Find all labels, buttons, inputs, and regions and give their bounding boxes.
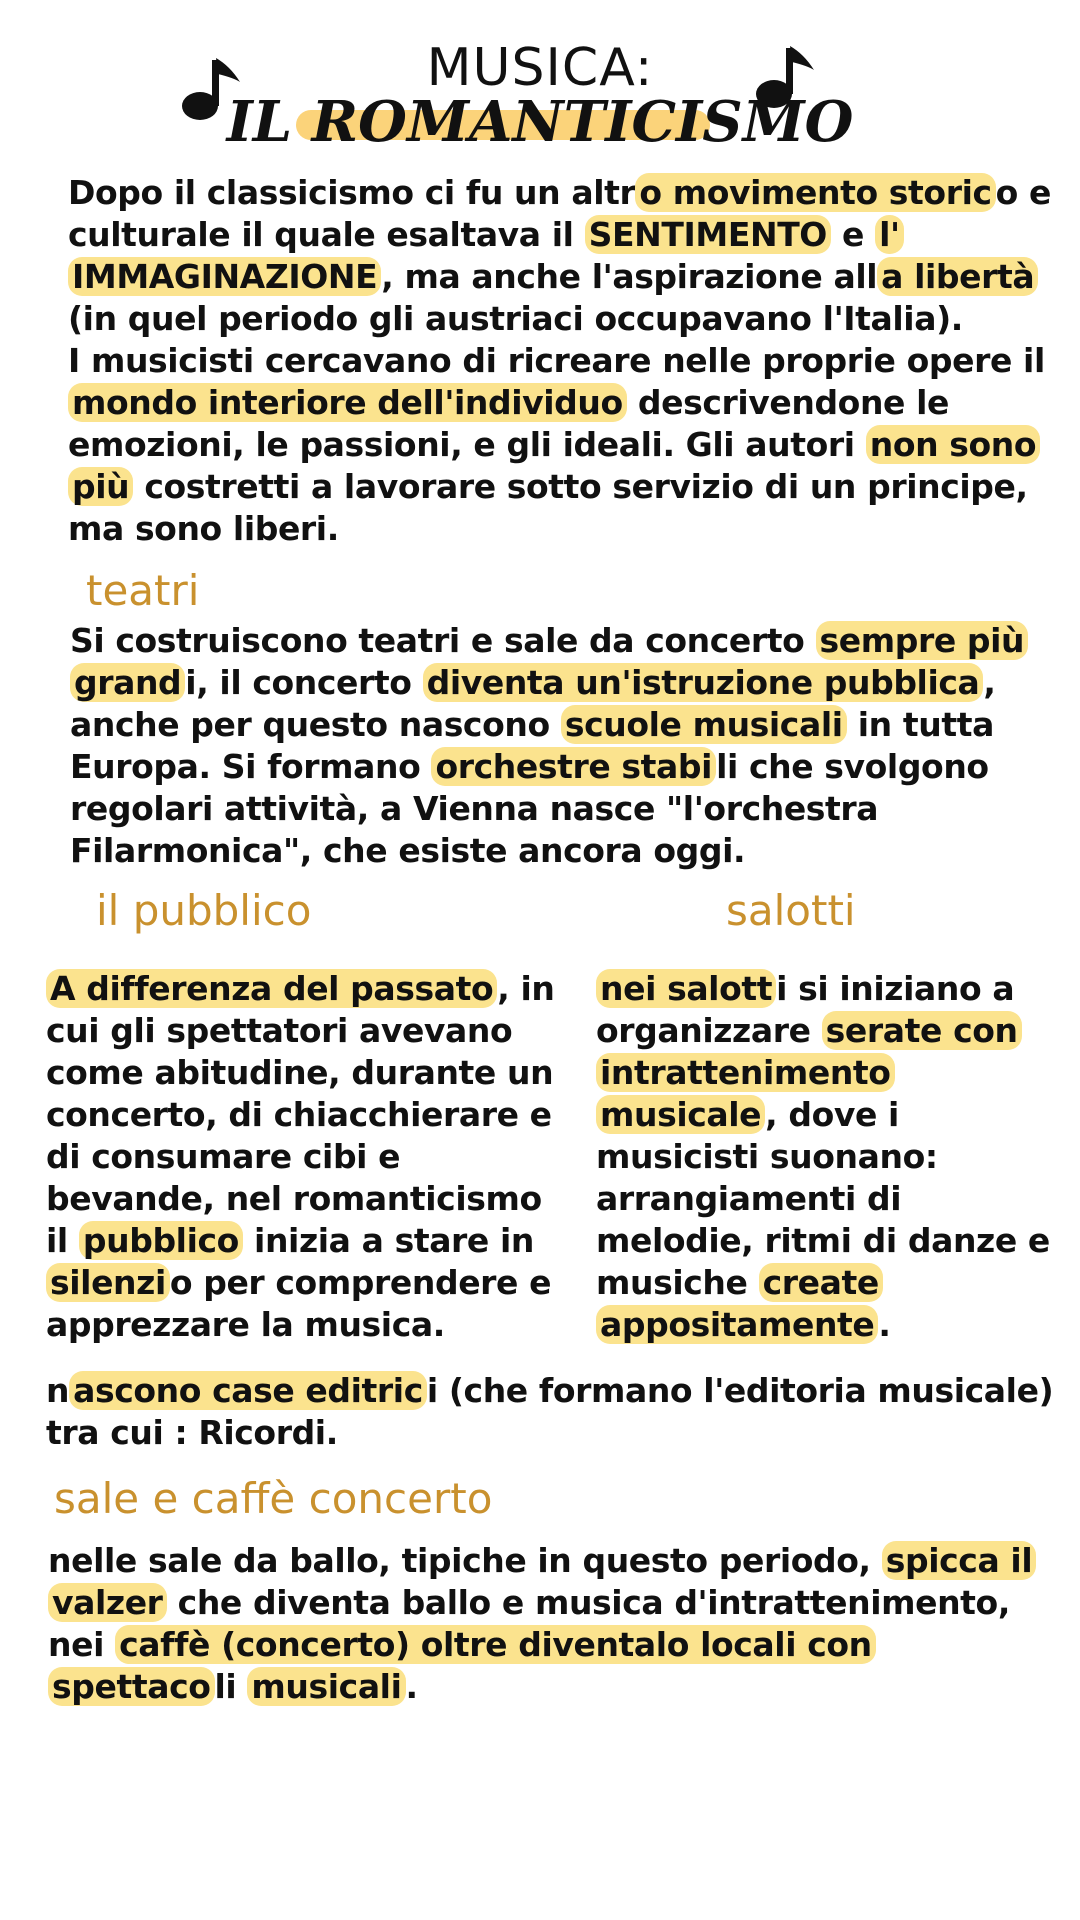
teatri-text-3: , anche per questo nascono — [70, 663, 996, 744]
pubblico-highlight-3: silenzi — [46, 1263, 170, 1302]
teatri-highlight-1: sempre più grand — [70, 621, 1028, 702]
pubblico-highlight-1: A differenza del passato — [46, 969, 497, 1008]
intro-highlight-3: l' IMMAGINAZIONE — [68, 215, 904, 296]
intro-text-4: , ma anche l'aspirazione all — [381, 257, 878, 296]
caffe-text-4: . — [405, 1667, 418, 1706]
salotti-text-3: . — [878, 1305, 891, 1344]
caffe-text-2: che diventa ballo e musica d'intrattenimento, nei — [48, 1583, 1010, 1664]
pubblico-text-3: o per comprendere e apprezzare la musica. — [46, 1263, 552, 1344]
teatri-paragraph — [70, 620, 1055, 872]
intro-highlight-5: mondo interiore dell'individuo — [68, 383, 627, 422]
intro-text-3: e — [830, 215, 876, 254]
teatri-highlight-2: diventa un'istruzione pubblica — [423, 663, 984, 702]
intro-text-6: I musicisti cercavano di ricreare nelle proprie opere il — [68, 341, 1045, 380]
teatri-text-2: i, il concerto — [185, 663, 423, 702]
salotti-highlight-2: serate con intrattenimento musicale — [596, 1011, 1022, 1134]
pubblico-text-1: , in cui gli spettatori avevano come abitudine, durante un concerto, di chiacchierare e di consumare cibi e bevande, nel romanticismo il — [46, 969, 555, 1260]
section-heading-salotti: salotti — [726, 886, 856, 935]
teatri-highlight-3: scuole musicali — [561, 705, 847, 744]
editrici-paragraph — [46, 1370, 1056, 1454]
section-heading-teatri: teatri — [86, 566, 200, 615]
salotti-paragraph — [596, 968, 1056, 1346]
caffe-highlight-1: spicca il valzer — [48, 1541, 1036, 1622]
salotti-highlight-1: nei salott — [596, 969, 776, 1008]
teatri-text-1: Si costruiscono teatri e sale da concerto — [70, 621, 816, 660]
intro-text-5: (in quel periodo gli austriaci occupavano l'Italia). — [68, 299, 963, 338]
teatri-text-5: li che svolgono regolari attività, a Vienna nasce "l'orchestra Filarmonica", che esiste ancora oggi. — [70, 747, 989, 870]
teatri-text-4: in tutta Europa. Si formano — [70, 705, 994, 786]
caffe-highlight-2: caffè (concerto) oltre diventalo locali con spettaco — [48, 1625, 876, 1706]
pubblico-paragraph — [46, 968, 566, 1346]
intro-highlight-1: o movimento storic — [635, 173, 995, 212]
salotti-text-2: , dove i musicisti suonano: arrangiamenti di melodie, ritmi di danze e musiche — [596, 1095, 1050, 1302]
teatri-highlight-4: orchestre stabi — [431, 747, 716, 786]
page-title: IL ROMANTICISMO — [226, 89, 854, 155]
salotti-highlight-3: create appositamente — [596, 1263, 883, 1344]
editrici-text-2: i (che formano l'editoria musicale) tra cui : Ricordi. — [46, 1371, 1054, 1452]
intro-paragraph — [68, 172, 1058, 550]
intro-text-2: o e culturale il quale esaltava il — [68, 173, 1051, 254]
caffe-text-3: li — [214, 1667, 248, 1706]
editrici-highlight-1: ascono case editric — [69, 1371, 427, 1410]
intro-highlight-2: SENTIMENTO — [585, 215, 831, 254]
intro-highlight-6: non sono più — [68, 425, 1040, 506]
intro-text-8: costretti a lavorare sotto servizio di un principe, ma sono liberi. — [68, 467, 1028, 548]
section-heading-caffe: sale e caffè concerto — [54, 1474, 493, 1523]
caffe-highlight-3: musicali — [247, 1667, 405, 1706]
section-heading-pubblico: il pubblico — [96, 886, 312, 935]
intro-text-7: descrivendone le emozioni, le passioni, e gli ideali. Gli autori — [68, 383, 949, 464]
intro-highlight-4: a libertà — [877, 257, 1038, 296]
page-title-prefix: MUSICA: — [426, 38, 654, 98]
pubblico-highlight-2: pubblico — [79, 1221, 243, 1260]
intro-text-1: Dopo il classicismo ci fu un altr — [68, 173, 636, 212]
pubblico-text-2: inizia a stare in — [242, 1221, 535, 1260]
caffe-paragraph — [48, 1540, 1058, 1708]
salotti-text-1: i si iniziano a organizzare — [596, 969, 1015, 1050]
editrici-text-1: n — [46, 1371, 70, 1410]
caffe-text-1: nelle sale da ballo, tipiche in questo periodo, — [48, 1541, 882, 1580]
